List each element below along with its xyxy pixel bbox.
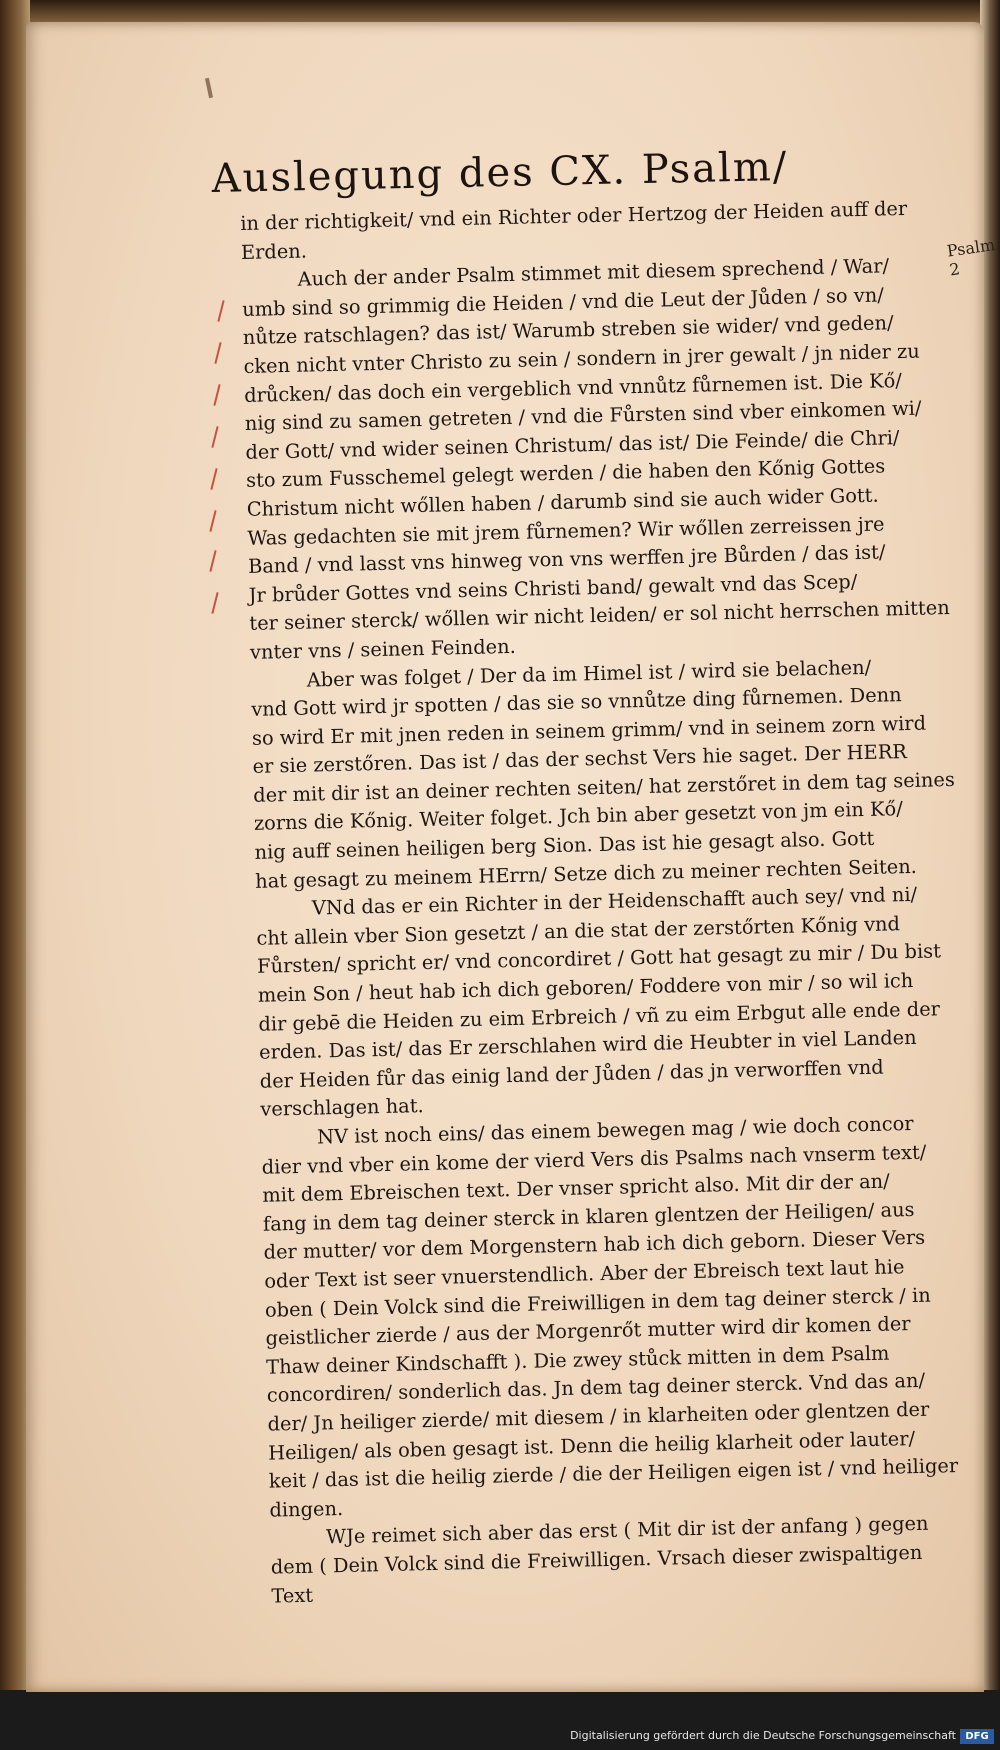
text-line: Jr brůder Gottes vnd seins Christi band/ gewalt vnd das Scep/ <box>248 569 858 607</box>
text-line: Was gedachten sie mit jrem fůrnemen? Wir wőllen zerreissen jre <box>247 511 885 550</box>
red-mark <box>213 384 220 406</box>
text-line: mein Son / heut hab ich dich geboren/ Foddere von mir / so wil ich <box>257 968 914 1007</box>
text-line: Erden. <box>240 239 308 264</box>
text-line: sto zum Fusschemel gelegt werden / die haben den Kőnig Gottes <box>245 454 886 493</box>
text-line: cken nicht vnter Christo zu sein / sondern in jrer gewalt / jn nider zu <box>243 339 920 378</box>
text-line: VNd das er ein Richter in der Heidenschafft auch sey/ vnd ni/ <box>311 883 918 920</box>
text-line: umb sind so grimmig die Heiden / vnd die Leut der Jůden / so vn/ <box>241 283 884 321</box>
text-line: geistlicher zierde / aus der Morgenrőt mutter wird dir komen der <box>265 1312 911 1350</box>
text-line: vnd Gott wird jr spotten / das sie so vnnůtze ding fůrnemen. Denn <box>251 683 902 721</box>
text-line: verschlagen hat. <box>260 1094 424 1122</box>
text-line: dier vnd vber ein kome der vierd Vers dis Psalms nach vnserm text/ <box>261 1140 927 1179</box>
text-line: erden. Das ist/ das Er zerschlahen wird die Heubter in viel Landen <box>258 1026 917 1064</box>
text-line: der Heiden fůr das einig land der Jůden / das jn verworffen vnd <box>259 1055 884 1093</box>
red-margin-marks <box>212 300 242 620</box>
red-mark <box>211 592 218 614</box>
text-line: cht allein vber Sion gesetzt / an die stat der zerstőrten Kőnig vnd <box>256 912 901 950</box>
text-line: ter seiner sterck/ wőllen wir nicht leiden/ er sol nicht herrschen mitten <box>249 596 950 636</box>
text-line: Text <box>271 1583 314 1608</box>
text-line: fang in dem tag deiner sterck in klaren glentzen der Heiligen/ aus <box>262 1197 915 1236</box>
text-line: so wird Er mit jnen reden in seinem grimm/ vnd in seinem zorn wird <box>251 711 927 750</box>
text-line: Thaw deiner Kindschafft ). Die zwey stůck mitten in dem Psalm <box>265 1341 890 1379</box>
text-line: nig sind zu samen getreten / vnd die Fůrsten sind vber einkomen wi/ <box>244 396 922 436</box>
text-line: Auch der ander Psalm stimmet mit diesem sprechend / War/ <box>297 254 890 291</box>
text-line: dingen. <box>269 1496 344 1522</box>
red-mark <box>211 426 218 448</box>
text-line: Aber was folget / Der da im Himel ist / wird sie belachen/ <box>306 655 872 692</box>
text-line: keit / das ist die heilig zierde / die der Heiligen eigen ist / vnd heiliger <box>268 1454 959 1493</box>
text-line: Band / vnd lasst vns hinweg von vns werffen jre Bůrden / das ist/ <box>247 540 886 579</box>
text-line: nůtze ratschlagen? das ist/ Warumb streben sie wider/ vnd geden/ <box>242 311 894 350</box>
dfg-logo[interactable]: DFG <box>960 1729 994 1744</box>
text-line: der Gott/ vnd wider seinen Christum/ das ist/ Die Feinde/ die Chri/ <box>245 425 900 464</box>
text-line: dir gebē die Heiden zu eim Erbreich / vñ zu eim Erbgut alle ende der <box>258 996 941 1036</box>
red-mark <box>210 468 217 490</box>
text-line: er sie zerstőren. Das ist / das der sechst Vers hie saget. Der HERR <box>252 740 908 779</box>
text-line: dem ( Dein Volck sind die Freiwilligen. Vrsach dieser zwispaltigen <box>270 1540 923 1579</box>
text-line: drůcken/ das doch ein vergeblich vnd vnnůtz fůrnemen ist. Die Kő/ <box>243 368 903 407</box>
text-line: Fůrsten/ spricht er/ vnd concordiret / Gott hat gesagt zu mir / Du bist <box>256 939 942 979</box>
text-line: hat gesagt zu meinem HErrn/ Setze dich zu meiner rechten Seiten. <box>254 854 918 893</box>
text-line: zorns die Kőnig. Weiter folget. Jch bin aber gesetzt von jm ein Kő/ <box>253 797 904 836</box>
text-line: Christum nicht wőllen haben / darumb sind sie auch wider Gott. <box>246 483 879 521</box>
margin-note: Psalm 2 <box>945 235 997 280</box>
text-line: oben ( Dein Volck sind die Freiwilligen in dem tag deiner sterck / in <box>264 1283 931 1322</box>
text-line: der mit dir ist an deiner rechten seiten/ hat zerstőret in dem tag seines <box>253 767 956 807</box>
running-head: Auslegung des CX. Psalm/ <box>211 143 789 203</box>
text-line: der/ Jn heiliger zierde/ mit diesem / in klarheiten oder glentzen der <box>267 1397 930 1436</box>
text-line: mit dem Ebreischen text. Der vnser spricht also. Mit dir der an/ <box>262 1169 890 1207</box>
red-mark <box>214 342 221 364</box>
text-line: vnter vns / seinen Feinden. <box>249 634 516 664</box>
text-line: NV ist noch eins/ das einem bewegen mag / wie doch concor <box>316 1111 914 1149</box>
text-line: oder Text ist seer vnuerstendlich. Aber der Ebreisch text laut hie <box>264 1255 905 1293</box>
text-line: concordiren/ sonderlich das. Jn dem tag deiner sterck. Vnd das an/ <box>266 1369 926 1408</box>
text-line: nig auff seinen heiligen berg Sion. Das ist hie gesagt also. Gott <box>254 826 875 864</box>
footer-bar <box>0 1692 1000 1750</box>
text-line: Heiligen/ als oben gesagt ist. Denn die heilig klarheit oder lauter/ <box>267 1426 916 1465</box>
body-text <box>240 194 972 1611</box>
text-line: in der richtigkeit/ vnd ein Richter oder Hertzog der Heiden auff der <box>240 196 908 235</box>
text-line: der mutter/ vor dem Morgenstern hab ich dich geborn. Dieser Vers <box>263 1226 926 1265</box>
red-mark <box>217 300 224 322</box>
funding-credit: Digitalisierung gefördert durch die Deutsche Forschungsgemeinschaft <box>570 1729 956 1742</box>
text-line: WJe reimet sich aber das erst ( Mit dir ist der anfang ) gegen <box>325 1512 929 1549</box>
